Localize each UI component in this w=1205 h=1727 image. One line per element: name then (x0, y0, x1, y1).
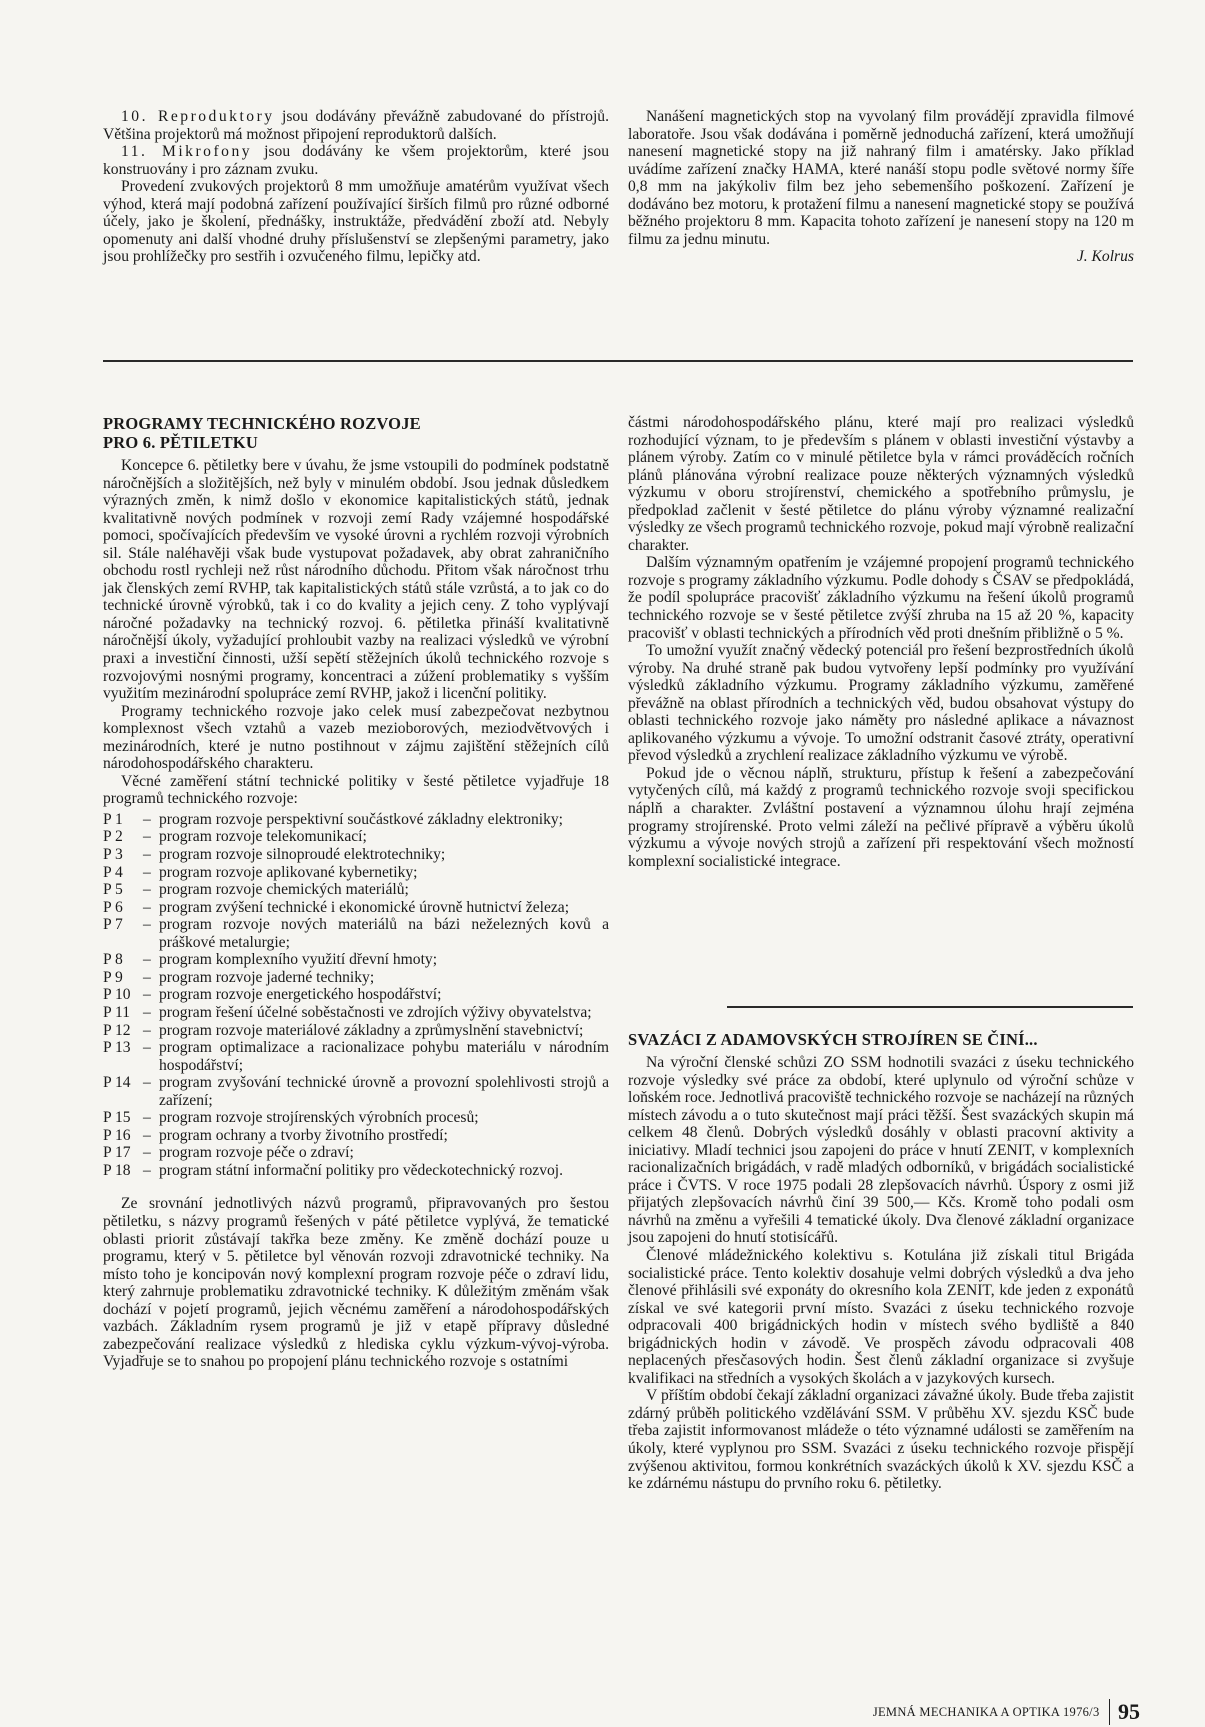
author-signature: J. Kolrus (1076, 248, 1134, 266)
paragraph-text: Dalším významným opatřením je vzájemné propojení programů technického rozvoje s programy základního výzkumu. Podle dohody s ČSAV se předpokládá, že podíl spolupráce pracovišť základního výzkumu na řešení úkolů programů technického rozvoje se v šesté pětiletce zvýší zhruba na 15 až 20 %, kapacity pracovišť v oblasti technických a přírodních věd proti dnešním přibližně o 5 %. (628, 554, 1134, 642)
paragraph-text: Programy technického rozvoje jako celek musí zabezpečovat nezbytnou komplexnost všech vztahů a vazeb mezioborových, meziodvětvových i mezinárodních, které je nutno postihnout v zájmu zajištění stěžejních cílů národohospodářského charakteru. (103, 702, 609, 773)
program-item: P 6 – program zvýšení technické i ekonomické úrovně hutnictví železa; (103, 899, 609, 917)
program-code: P 14 (103, 1074, 131, 1092)
program-item: P 8 – program komplexního využití dřevní hmoty; (103, 951, 609, 969)
program-item: P 16 – program ochrany a tvorby životního prostředí; (103, 1127, 609, 1145)
program-text: program rozvoje materiálové základny a zprůmyslnění stavebnictví; (159, 1021, 584, 1039)
paragraph-text: Věcné zaměření státní technické politiky v šesté pětiletce vyjadřuje 18 programů technického rozvoje: (103, 772, 609, 808)
paragraph-text: Nanášení magnetických stop na vyvolaný film provádějí zpravidla filmové laboratoře. Jsou však dodávána i poměrně jednoduchá zařízení, která umožňují nanesení magnetické stopy na již nahraný film i amatérsky. Jako příklad uvádíme zařízení značky HAMA, které nanáší stopu podle světové normy šíře 0,8 mm na jakýkoliv film bez jeho sebemenšího poškození. Zařízení je dodáváno bez motoru, k protažení filmu a nanesení magnetické stopy se používá běžného projektoru 8 mm. Kapacita tohoto zařízení je nanesení stopy na 120 m filmu za jednu minutu. (628, 108, 1134, 248)
program-code: P 1 (103, 810, 123, 828)
program-text: program rozvoje jaderné techniky; (159, 968, 375, 986)
program-code: P 8 (103, 951, 123, 969)
program-code: P 4 (103, 863, 123, 881)
paragraph-text: To umožní využít značný vědecký potenciál pro řešení bezprostředních úkolů výroby. Na druhé straně pak budou vytvořeny lepší podmínky pro využívání výsledků základního výzkumu. Programy základního výzkumu, zaměřené převážně na oblast přírodních a technických věd, budou obsahovat výstupy do oblasti technického rozvoje jako náměty pro následné aplikace a návaznost aplikovaného výzkumu a vývoje. To umožní odstranit časové ztráty, operativní převod výsledků a zrychlení realizace základního výzkumu ve výrobě. (628, 642, 1134, 765)
program-item: P 15 – program rozvoje strojírenských výrobních procesů; (103, 1109, 609, 1127)
program-text: program rozvoje telekomunikací; (159, 828, 367, 846)
paragraph-text: Pokud jde o věcnou náplň, strukturu, přístup k řešení a zabezpečování vytyčených cílů, má každý z programů technického rozvoje svoji specifickou náplň a charakter. Zvláštní postavení a významnou úlohu hrají zejména programy strojírenské. Proto velmi záleží na pečlivé přípravě a výběru úkolů výzkumu a vývoje nových strojů a zařízení při respektování všech možností komplexní socialistické integrace. (628, 764, 1134, 870)
article-title-line: PRO 6. PĚTILETKU (103, 433, 258, 452)
journal-name: JEMNÁ MECHANIKA A OPTIKA 1976/3 (872, 1704, 1100, 1719)
program-text: program optimalizace a racionalizace pohybu materiálu v národním hospodářství; (159, 1039, 609, 1074)
paragraph-text: Na výroční členské schůzi ZO SSM hodnotili svazáci z úseku technického rozvoje výsledky své práce za období, které uplynulo od výroční schůze v loňském roce. Jednotlivá pracoviště technického rozvoje se nacházejí na různých místech závodu a o tuto skutečnost mají práci těžší. Šest svazáckých skupin má celkem 48 členů. Dobrých výsledků dosáhly v oblasti pracovní aktivity a iniciativy. Mladí technici jsou zapojeni do práce v hnutí ZENIT, v komplexních racionalizačních brigádách, v radě mladých odborníků, v brigádách socialistické práce i ČVTS. V roce 1975 podali 28 zlepšovacích návrhů. Úspory z osmi již přijatých zlepšovacích návrhů činí 39 500,— Kčs. Kromě toho podali osm návrhů na změnu a vyřešili 4 tematické úkoly. Dva členové základní organizace jsou zapojeni do hnutí stotisícářů. (628, 1054, 1134, 1247)
program-text: program ochrany a tvorby životního prostředí; (159, 1126, 448, 1144)
section-divider (103, 360, 1133, 362)
program-item: P 2 – program rozvoje telekomunikací; (103, 828, 609, 846)
program-text: program řešení účelné soběstačnosti ve zdrojích výživy obyvatelstva; (159, 1003, 592, 1021)
item-lead: 10. Reproduktory (121, 108, 275, 125)
program-code: P 5 (103, 881, 123, 899)
item-lead: 11. Mikrofony (121, 143, 253, 161)
program-text: program rozvoje chemických materiálů; (159, 881, 409, 899)
paragraph-text: částmi národohospodářského plánu, které mají pro realizaci výsledků rozhodující význam, to je především s plánem v oblasti investiční výstavby a plánem výroby. Zatím co v minulé pětiletce byla v rámci prováděcích ročních plánů plánována výrobní realizace pouze některých významných výsledků výzkumu v oboru strojírenství, chemického a spotřebního průmyslu, je předpoklad začlenit v šesté pětiletce do plánu výroby významné realizační výsledky ze všech programů technického rozvoje, pokud mají výrobně realizační charakter. (628, 414, 1134, 554)
item-text: jsou dodávány ke všem projektorům, které jsou konstruovány i pro záznam zvuku. (103, 143, 609, 178)
program-item: P 7 – program rozvoje nových materiálů na bázi neželezných kovů a práškové metalurgie; (103, 916, 609, 951)
program-text: program rozvoje perspektivní součástkové základny elektroniky; (159, 810, 564, 828)
program-text: program rozvoje aplikované kybernetiky; (159, 863, 418, 881)
article2-column (628, 1030, 1134, 1493)
program-item: P 12 – program rozvoje materiálové základny a zprůmyslnění stavebnictví; (103, 1022, 609, 1040)
program-text: program rozvoje péče o zdraví; (159, 1144, 354, 1162)
page-number: 95 (1118, 1699, 1140, 1724)
article1-left-column (103, 414, 609, 1371)
program-code: P 10 (103, 986, 131, 1004)
article-title: SVAZÁCI Z ADAMOVSKÝCH STROJÍREN SE ČINÍ... (628, 1030, 1038, 1049)
article1-right-column (628, 414, 1134, 870)
program-item: P 14 – program zvyšování technické úrovně a provozní spolehlivosti strojů a zařízení; (103, 1074, 609, 1109)
program-code: P 17 (103, 1144, 131, 1162)
program-text: program rozvoje strojírenských výrobních procesů; (159, 1109, 479, 1127)
program-text: program státní informační politiky pro vědeckotechnický rozvoj. (159, 1161, 564, 1179)
program-code: P 13 (103, 1039, 131, 1057)
program-code: P 12 (103, 1021, 131, 1039)
item-text: jsou dodávány převážně zabudované do přístrojů. Většina projektorů má možnost připojení reproduktorů dalších. (103, 108, 610, 143)
paragraph-text: Ze srovnání jednotlivých názvů programů, připravovaných pro šestou pětiletku, s názvy programů řešených v páté pětiletce vyplývá, že tematické oblasti priorit zůstávají takřka beze změny. Ke změně dochází pouze u programu, který v 5. pětiletce byl věnován rozvoji zdravotnické techniky. Na místo toho je koncipován nový komplexní program rozvoje péče o zdraví lidu, který zahrnuje problematiku zdravotnické techniky. K důležitým změnám však dochází v pojetí programů, jejich věcnému zaměření a národohospodářských vazbách. Základním rysem programů je již v etapě přípravy důsledné zabezpečování realizace výsledků z hlediska cyklu výzkum-vývoj-výroba. Vyjadřuje se to snahou po propojení plánu technického rozvoje s ostatními (103, 1195, 609, 1371)
article-title (103, 414, 609, 452)
article-title-line: PROGRAMY TECHNICKÉHO ROZVOJE (103, 414, 421, 433)
program-code: P 2 (103, 828, 123, 846)
page-footer (810, 1697, 1140, 1727)
program-item: P 17 – program rozvoje péče o zdraví; (103, 1144, 609, 1162)
footer-separator (1109, 1699, 1111, 1725)
paragraph-reproduktory (103, 108, 609, 143)
program-item: P 3 – program rozvoje silnoproudé elektrotechniky; (103, 846, 609, 864)
program-item: P 11 – program řešení účelné soběstačnosti ve zdrojích výživy obyvatelstva; (103, 1004, 609, 1022)
program-code: P 16 (103, 1126, 131, 1144)
paragraph-mikrofony (103, 143, 609, 178)
program-text: program rozvoje silnoproudé elektrotechniky; (159, 846, 446, 864)
program-code: P 11 (103, 1003, 131, 1021)
program-item: P 13 – program optimalizace a racionalizace pohybu materiálu v národním hospodářství; (103, 1039, 609, 1074)
top-left-column (103, 108, 609, 266)
program-text: program zvyšování technické úrovně a provozní spolehlivosti strojů a zařízení; (159, 1074, 609, 1109)
program-text: program rozvoje nových materiálů na bázi neželezných kovů a práškové metalurgie; (159, 916, 609, 951)
program-text: program rozvoje energetického hospodářství; (159, 986, 442, 1004)
paragraph-text: Provedení zvukových projektorů 8 mm umožňuje amatérům využívat všech výhod, která mají podobná zařízení používající širších filmů pro různé odborné účely, jako je školení, přednášky, instruktáže, předvádění zboží atd. Nebyly opomenuty ani další vhodné druhy příslušenství se zlepšenými parametry, jako jsou prohlížečky pro sestřih i ozvučeného filmu, lepičky atd. (103, 178, 609, 266)
program-code: P 15 (103, 1109, 131, 1127)
program-text: program komplexního využití dřevní hmoty; (159, 951, 438, 969)
article-divider (727, 1006, 1133, 1008)
program-list (103, 811, 609, 1179)
top-right-column (628, 108, 1134, 266)
program-code: P 7 (103, 916, 123, 934)
program-item: P 1 – program rozvoje perspektivní součástkové základny elektroniky; (103, 811, 609, 829)
program-item: P 4 – program rozvoje aplikované kybernetiky; (103, 864, 609, 882)
program-code: P 9 (103, 968, 123, 986)
paragraph-text: Členové mládežnického kolektivu s. Kotulána již získali titul Brigáda socialistické práce. Tento kolektiv dosahuje velmi dobrých výsledků a dva jeho členové přihlásili své exponáty do okresního kola ZENIT, kde jeden z exponátů získal ve své kategorii první místo. Svazáci z úseku technického rozvoje odpracovali 400 brigádnických hodin v místech svého bydliště a 840 brigádnických hodin v závodě. Ve prospěch závodu odpracovali 408 neplacených přesčasových hodin. Šest členů základní organizace si zvyšuje kvalifikaci na středních a vysokých školách a v jazykových kursech. (628, 1247, 1134, 1387)
program-item: P 5 – program rozvoje chemických materiálů; (103, 881, 609, 899)
program-text: program zvýšení technické i ekonomické úrovně hutnictví železa; (159, 898, 570, 916)
paragraph-text: V příštím období čekají základní organizaci závažné úkoly. Bude třeba zajistit zdárný průběh politického vzdělávání SSM. V průběhu XV. sjezdu KSČ bude třeba zajistit informovanost mládeže o této významné události se zaměřením na úkoly, které vyplynou pro SSM. Svazáci z úseku technického rozvoje přispějí zvýšenou aktivitou, formou konkrétních svazáckých úkolů k XV. sjezdu KSČ a ke zdárnému nástupu do prvního roku 6. pětiletky. (628, 1387, 1134, 1493)
program-item: P 10 – program rozvoje energetického hospodářství; (103, 986, 609, 1004)
program-item: P 9 – program rozvoje jaderné techniky; (103, 969, 609, 987)
program-code: P 3 (103, 846, 123, 864)
paragraph-text: Koncepce 6. pětiletky bere v úvahu, že jsme vstoupili do podmínek podstatně náročnějších a složitějších, než byly v minulém období. Jsou jednak důsledkem výrazných změn, k nimž došlo v ekonomice kapitalistických států, jednak kvalitativně nových podmínek v rozvoji zemí Rady vzájemné hospodářské pomoci, spočívajících především ve vysoké úrovni a rychlém rozvoji výrobních sil. Stále naléhavěji však bude vystupovat požadavek, aby obrat zahraničního obchodu rostl rychleji než růst národního důchodu. Přitom však náročnost trhu jak členských zemí RVHP, tak kapitalistických států stále vzrůstá, a to jak co do technické úrovně výrobků, tak i co do kvality a jejich ceny. Z toho vyplývají náročné požadavky na technický rozvoj. 6. pětiletka přináší kvalitativně náročnější úkoly, vyžadující prohloubit vazby na realizaci výsledků ve výrobní praxi a investiční činnosti, užší sepětí stěžejních úkolů technického rozvoje s rozvojovými nosnými programy, koncentraci a zúžení problematiky s vyšším využitím mezinárodní spolupráce zemí RVHP, jakož i licenční politiky. (103, 457, 609, 703)
program-code: P 18 (103, 1161, 131, 1179)
program-item: P 18 – program státní informační politiky pro vědeckotechnický rozvoj. (103, 1162, 609, 1180)
program-code: P 6 (103, 898, 123, 916)
